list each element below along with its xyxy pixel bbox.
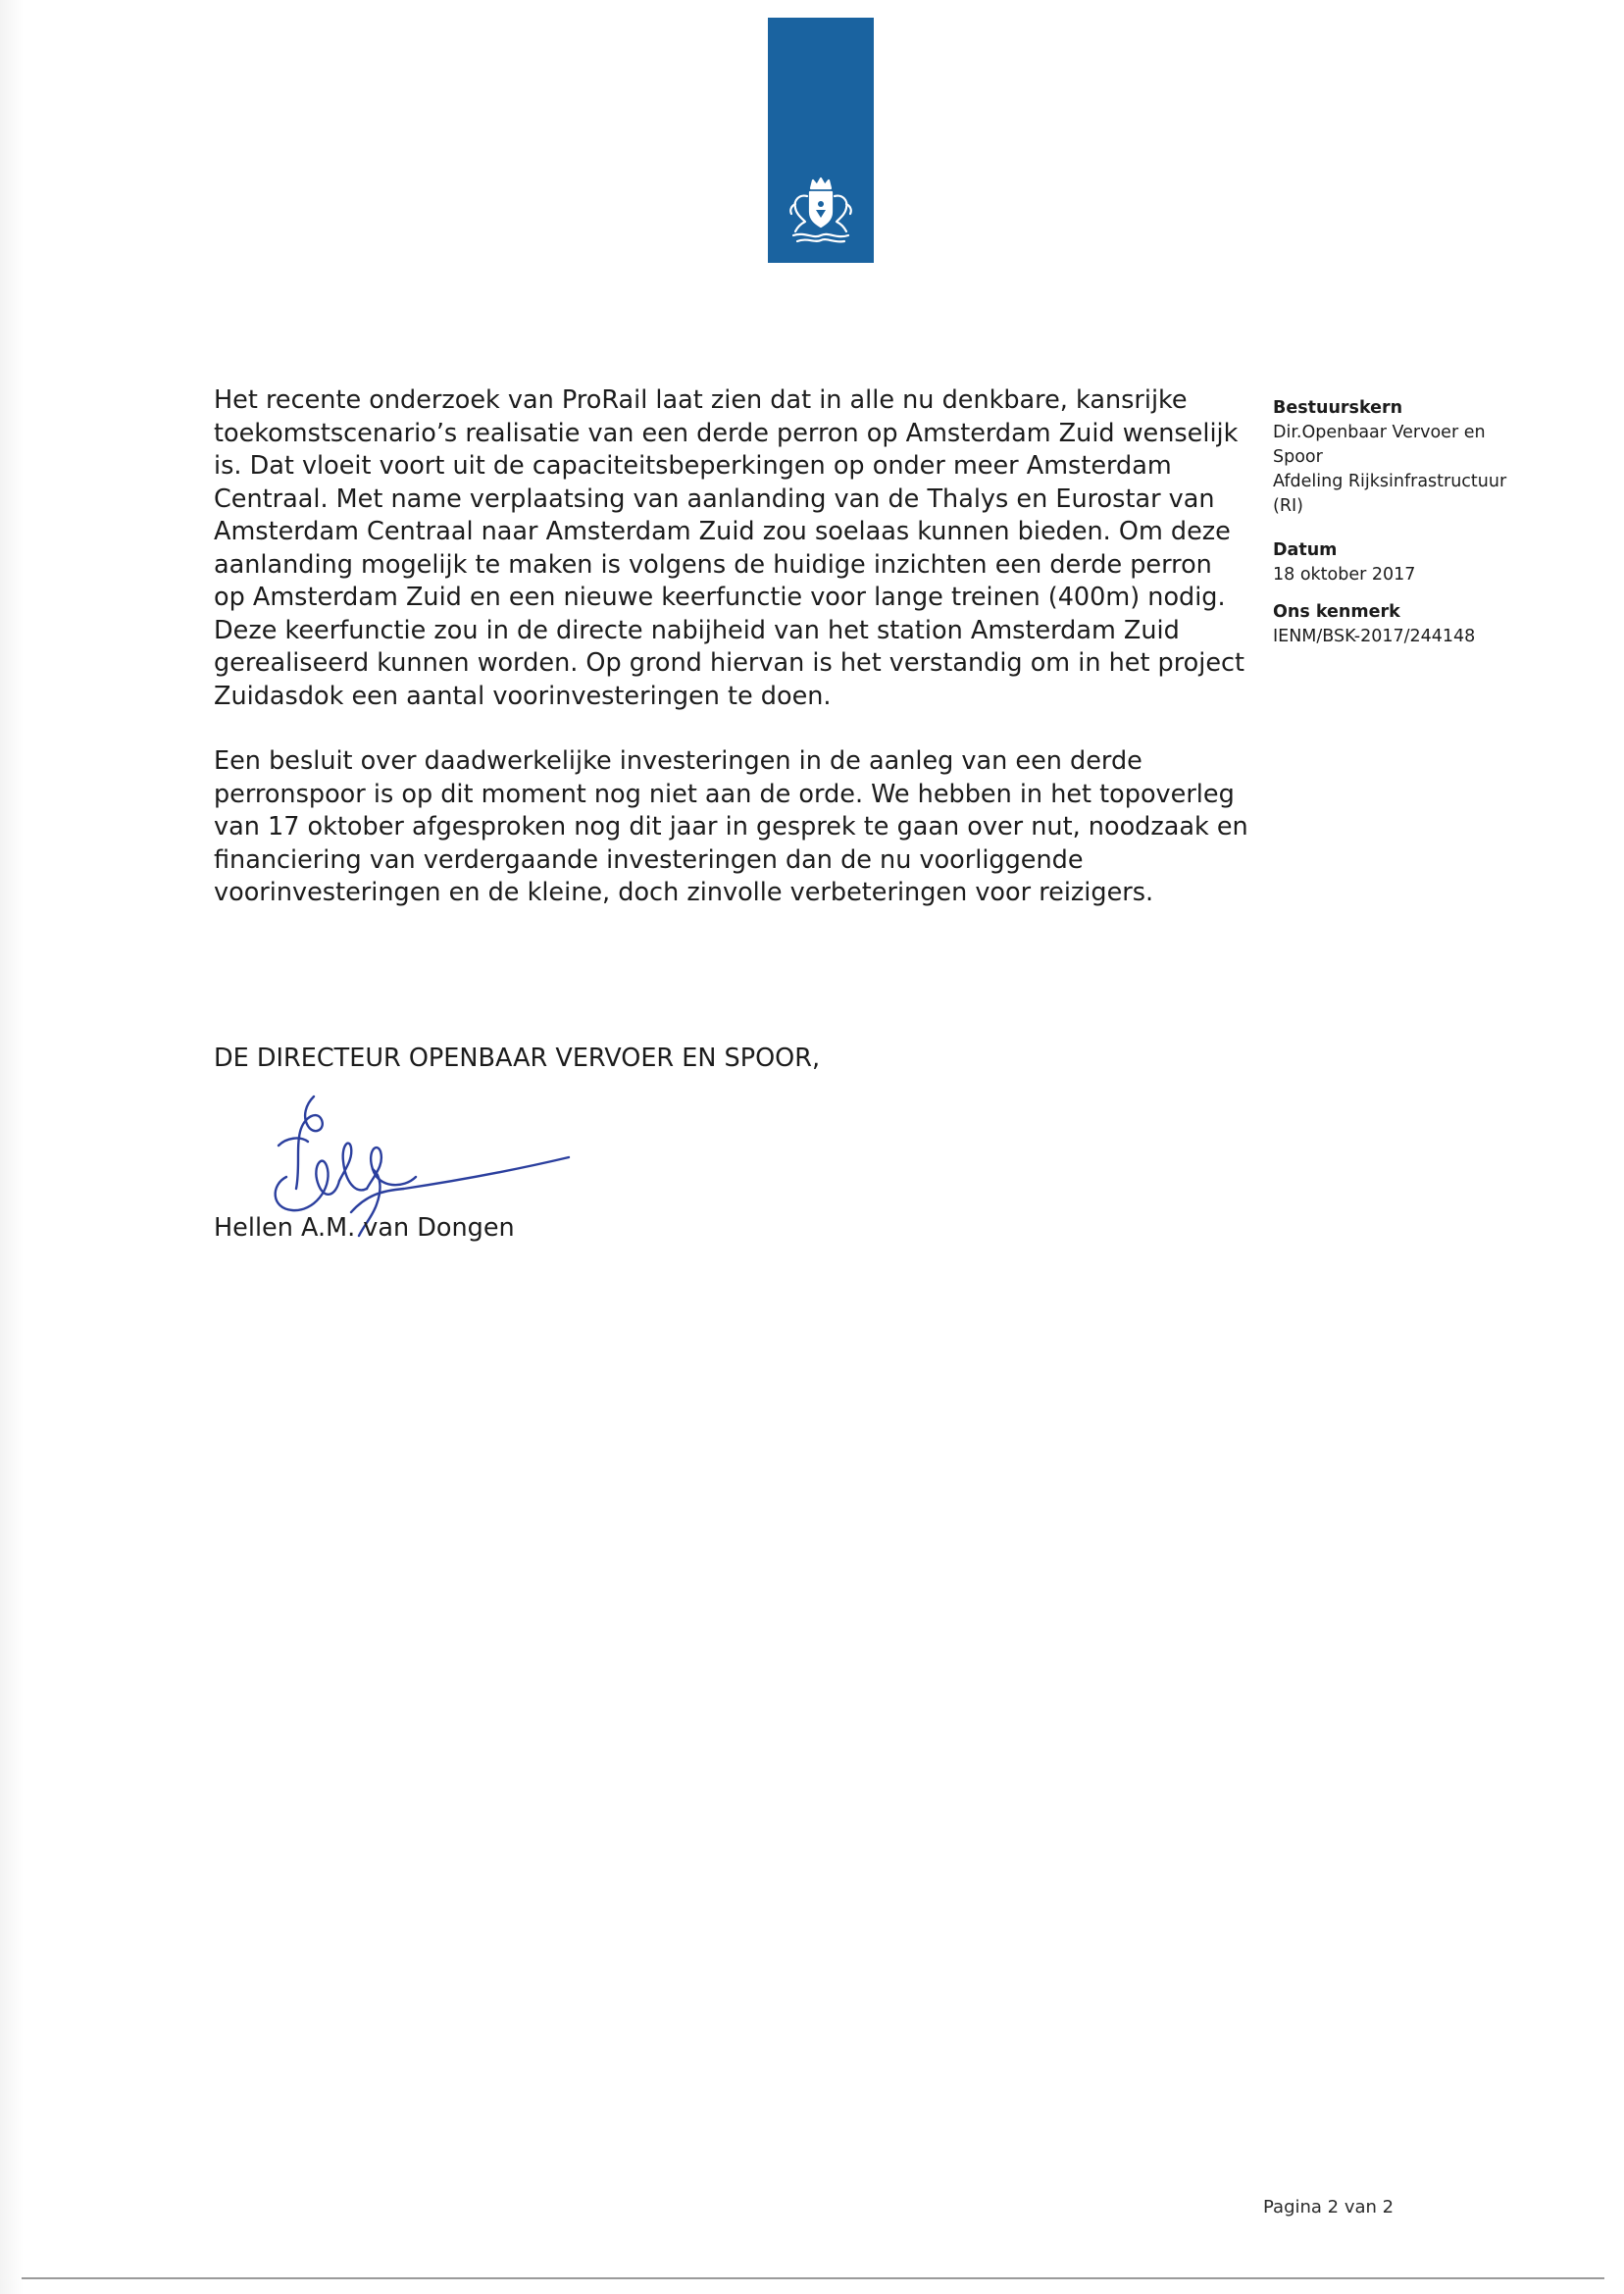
page-number: Pagina 2 van 2 [1263,2197,1395,2218]
letter-body [214,384,1249,943]
colofon-kenmerk [1273,600,1528,649]
bottom-divider [22,2277,1604,2279]
datum-label: Datum [1273,540,1338,560]
bestuurskern-label: Bestuurskern [1273,398,1403,418]
kenmerk-value: IENM/BSK-2017/244148 [1273,627,1476,646]
colofon-bestuurskern [1273,396,1528,519]
closing-title: DE DIRECTEUR OPENBAAR VERVOER EN SPOOR, [214,1044,821,1073]
body-paragraph-2: Een besluit over daadwerkelijke investeringen in de aanleg van een derde perronspoor is op dit moment nog niet aan de orde. We hebben in het topoverleg van 17 oktober afgesproken nog dit jaar in gesprek te gaan over nut, noodzaak en financiering van verdergaande investeringen dan de nu voorliggende voorinvesteringen en de kleine, doch zinvolle verbeteringen voor reizigers. [214,746,1248,907]
letterhead-logo-band [768,18,874,263]
bestuurskern-line: Spoor [1273,447,1323,467]
bestuurskern-line: Afdeling Rijksinfrastructuur [1273,472,1507,491]
rijksoverheid-coat-of-arms-icon [784,175,858,249]
bestuurskern-line: (RI) [1273,496,1303,516]
datum-value: 18 oktober 2017 [1273,565,1416,585]
colofon [1273,396,1528,674]
bestuurskern-line: Dir.Openbaar Vervoer en [1273,423,1486,442]
body-paragraph-1: Het recente onderzoek van ProRail laat zien dat in alle nu denkbare, kansrijke toekomstscenario’s realisatie van een derde perron op Amsterdam Zuid wenselijk is. Dat vloeit voort uit de capaciteitsbeperkingen op onder meer Amsterdam Centraal. Met name verplaatsing van aanlanding van de Thalys en Eurostar van Amsterdam Centraal naar Amsterdam Zuid zou soelaas kunnen bieden. Om deze aanlanding mogelijk te maken is volgens de huidige inzichten een derde perron op Amsterdam Zuid en een nieuwe keerfunctie voor lange treinen (400m) nodig. Deze keerfunctie zou in de directe nabijheid van het station Amsterdam Zuid gerealiseerd kunnen worden. Op grond hiervan is het verstandig om in het project Zuidasdok een aantal voorinvesteringen te doen. [214,385,1245,711]
colofon-datum [1273,538,1528,587]
signer-name: Hellen A.M. van Dongen [214,1213,515,1243]
kenmerk-label: Ons kenmerk [1273,602,1400,622]
scan-edge-shadow [0,0,24,2294]
